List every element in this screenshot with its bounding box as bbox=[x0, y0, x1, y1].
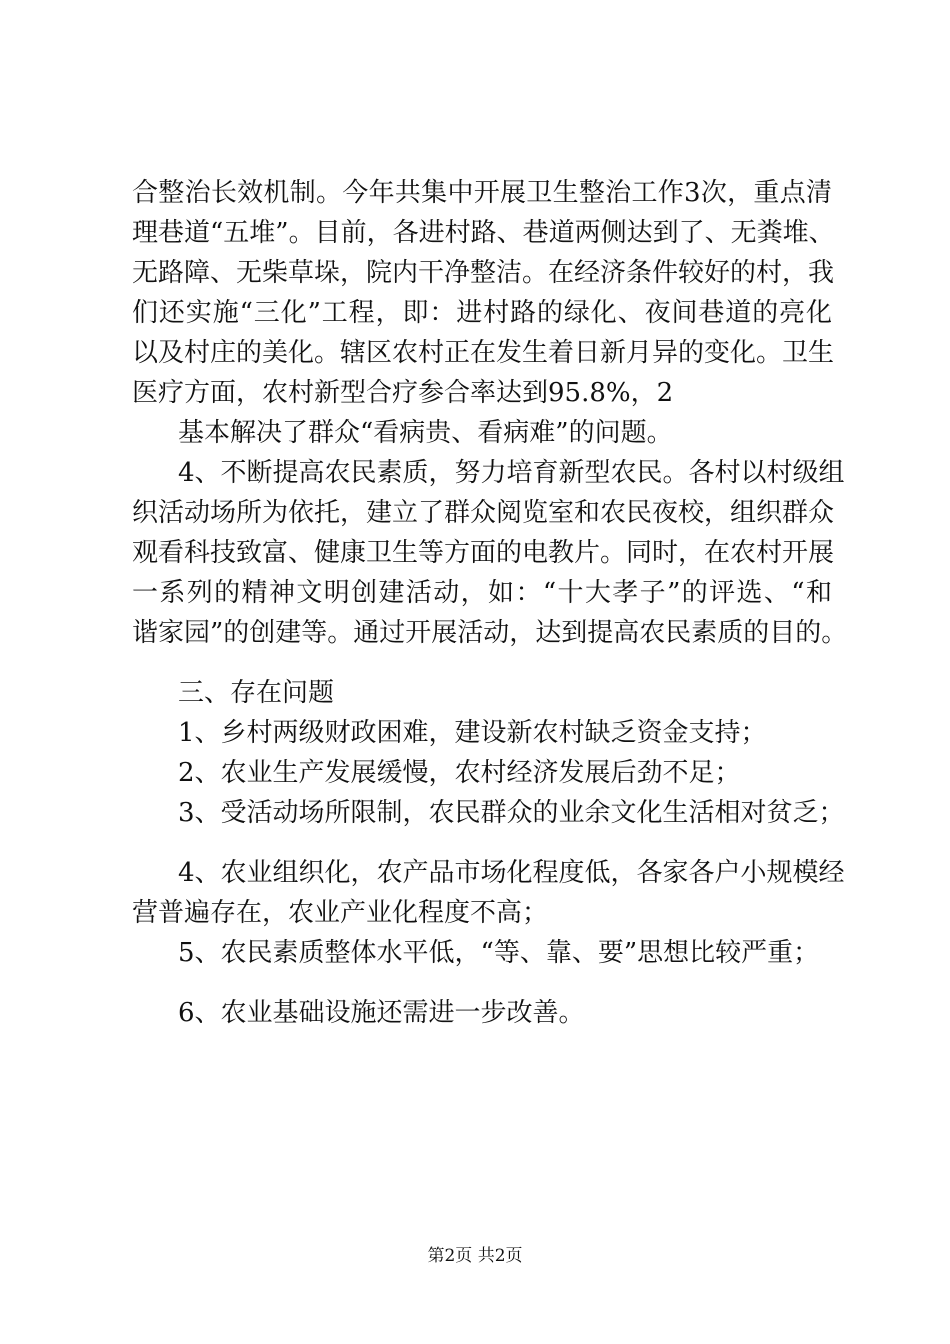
list-item: 3、受活动场所限制，农民群众的业余文化生活相对贫乏； bbox=[178, 798, 845, 828]
list-item-continuation: 营普遍存在，农业产业化程度不高； bbox=[132, 898, 549, 928]
paragraph-line: 医疗方面，农村新型合疗参合率达到95.8%，2 bbox=[132, 378, 674, 408]
list-item: 1、乡村两级财政困难，建设新农村缺乏资金支持； bbox=[178, 718, 767, 748]
paragraph-line: 织活动场所为依托，建立了群众阅览室和农民夜校，组织群众 bbox=[132, 498, 835, 528]
paragraph-line: 们还实施“三化”工程，即：进村路的绿化、夜间巷道的亮化 bbox=[132, 298, 832, 328]
list-item: 4、农业组织化，农产品市场化程度低，各家各户小规模经 bbox=[178, 858, 845, 888]
section-heading: 三、存在问题 bbox=[178, 678, 335, 708]
paragraph-line: 基本解决了群众“看病贵、看病难”的问题。 bbox=[178, 418, 673, 448]
paragraph-line: 理巷道“五堆”。目前，各进村路、巷道两侧达到了、无粪堆、 bbox=[132, 218, 835, 248]
paragraph-line: 以及村庄的美化。辖区农村正在发生着日新月异的变化。卫生 bbox=[132, 338, 835, 368]
paragraph-line: 一系列的精神文明创建活动，如：“十大孝子”的评选、“和 bbox=[132, 578, 832, 608]
paragraph-line: 4、不断提高农民素质，努力培育新型农民。各村以村级组 bbox=[178, 458, 845, 488]
paragraph-line: 合整治长效机制。今年共集中开展卫生整治工作3次，重点清 bbox=[132, 178, 832, 208]
paragraph-line: 观看科技致富、健康卫生等方面的电教片。同时，在农村开展 bbox=[132, 538, 835, 568]
page-footer: 第2页 共2页 bbox=[427, 1246, 523, 1266]
list-item: 5、农民素质整体水平低，“等、靠、要”思想比较严重； bbox=[178, 938, 820, 968]
paragraph-line: 无路障、无柴草垛，院内干净整洁。在经济条件较好的村，我 bbox=[132, 258, 835, 288]
paragraph-line: 谐家园”的创建等。通过开展活动，达到提高农民素质的目的。 bbox=[132, 618, 848, 648]
list-item: 6、农业基础设施还需进一步改善。 bbox=[178, 998, 585, 1028]
list-item: 2、农业生产发展缓慢，农村经济发展后劲不足； bbox=[178, 758, 741, 788]
